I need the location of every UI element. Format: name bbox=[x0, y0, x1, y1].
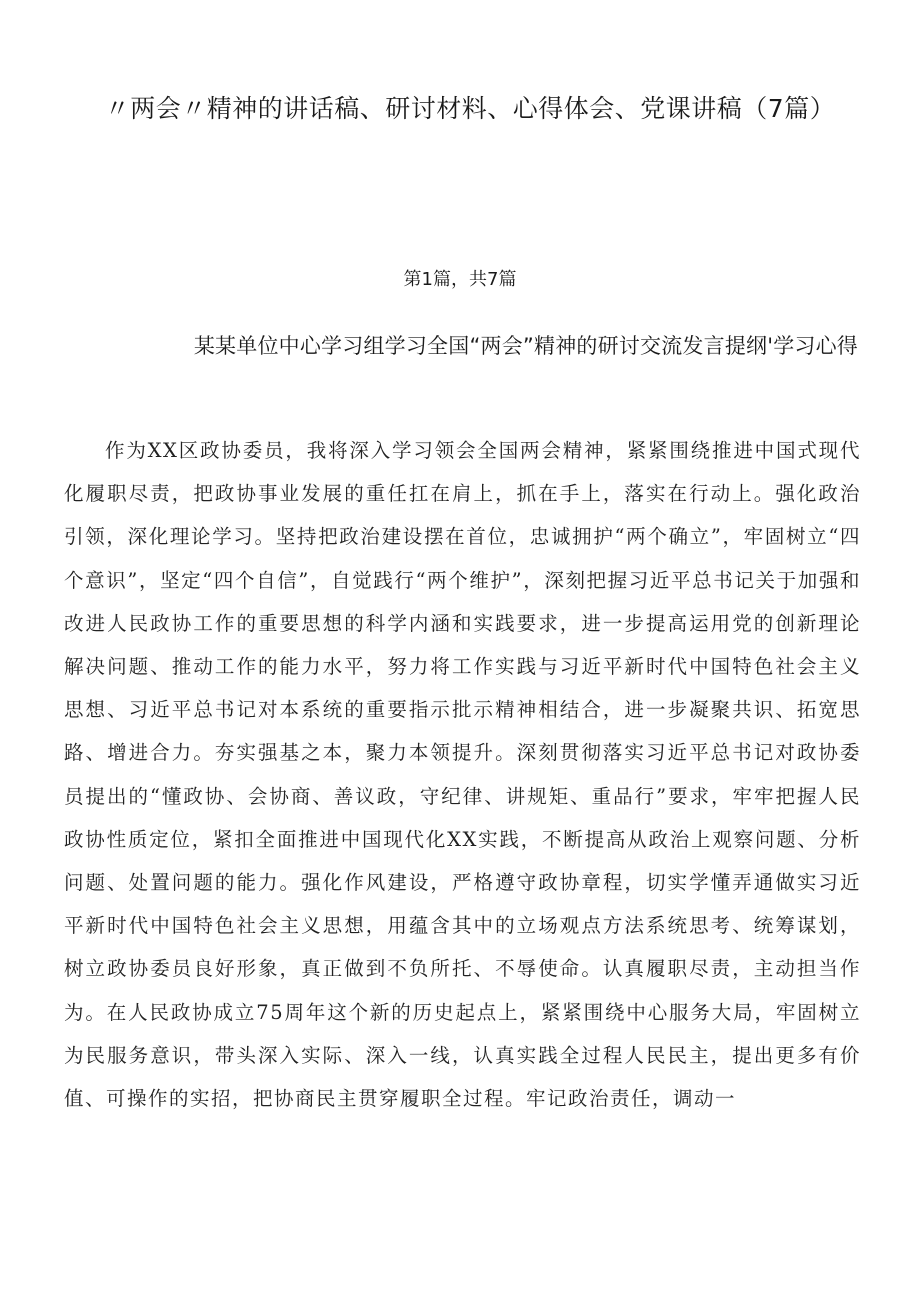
body-paragraph: 作为XX区政协委员，我将深入学习领会全国两会精神，紧紧围绕推进中国式现代化履职尽责，把政协事业发展的重任扛在肩上，抓在手上，落实在行动上。强化政治引领，深化理论学习。坚持把政治建设摆在首位，忠诚拥护“两个确立”，牢固树立“四个意识”，坚定“四个自信”，自觉践行“两个维护”，深刻把握习近平总书记关于加强和改进人民政协工作的重要思想的科学内涵和实践要求，进一步提高运用党的创新理论解决问题、推动工作的能力水平，努力将工作实践与习近平新时代中国特色社会主义思想、习近平总书记对本系统的重要指示批示精神相结合，进一步凝聚共识、拓宽思路、增进合力。夯实强基之本，聚力本领提升。深刻贯彻落实习近平总书记对政协委员提出的“懂政协、会协商、善议政，守纪律、讲规矩、重品行”要求，牢牢把握人民政协性质定位，紧扣全面推进中国现代化XX实践，不断提高从政治上观察问题、分析问题、处置问题的能力。强化作风建设，严格遵守政协章程，切实学懂弄通做实习近平新时代中国特色社会主义思想，用蕴含其中的立场观点方法系统思考、统筹谋划，树立政协委员良好形象，真正做到不负所托、不辱使命。认真履职尽责，主动担当作为。在人民政协成立75周年这个新的历史起点上，紧紧围绕中心服务大局，牢固树立为民服务意识，带头深入实际、深入一线，认真实践全过程人民民主，提出更多有价值、可操作的实招，把协商民主贯穿履职全过程。牢记政治责任，调动一 bbox=[64, 439, 861, 1111]
section-heading: 某某单位中心学习组学习全国“两会”精神的研讨交流发言提纲'学习心得 bbox=[193, 334, 858, 358]
document-title: 〃两会〃精神的讲话稿、研讨材料、心得体会、党课讲稿（7篇） bbox=[104, 94, 836, 123]
part-indicator: 第1篇，共7篇 bbox=[403, 269, 517, 290]
